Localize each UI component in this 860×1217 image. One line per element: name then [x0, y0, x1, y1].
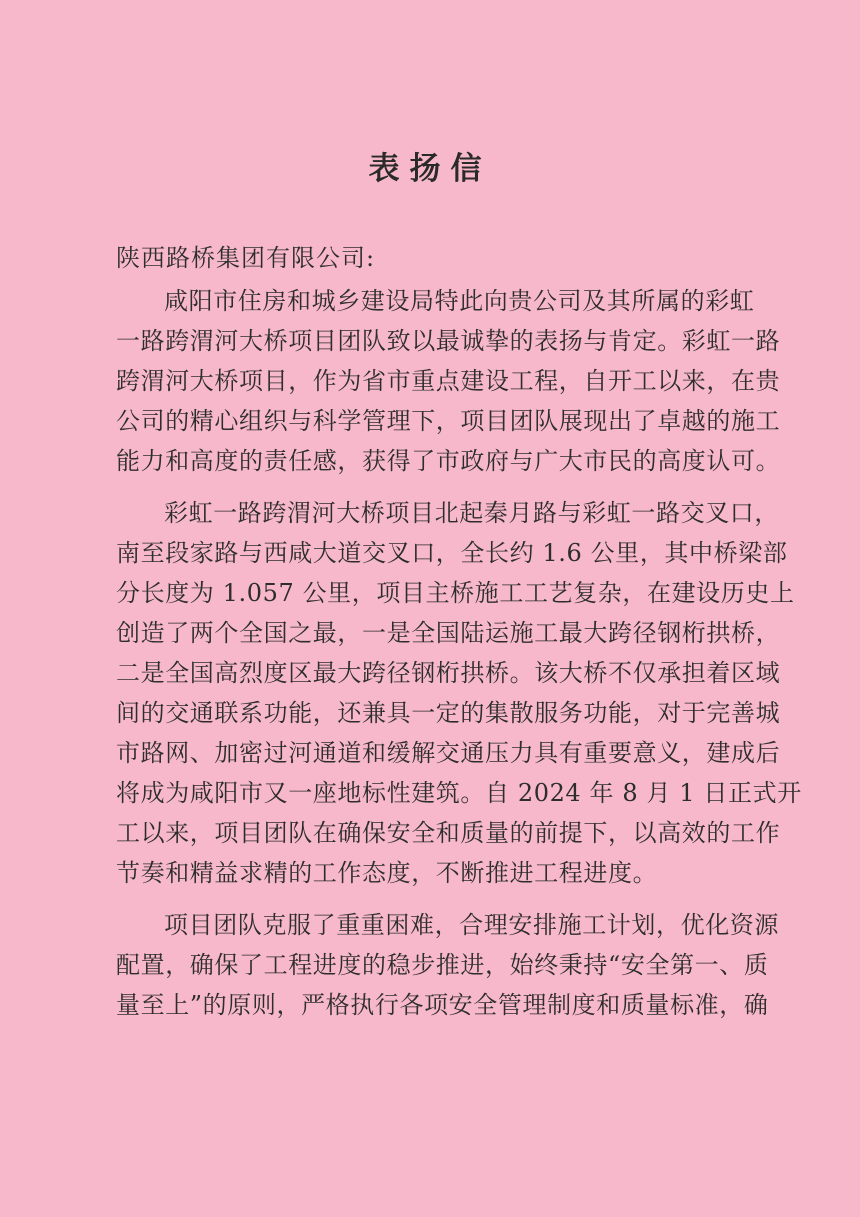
body-line: 分长度为 1.057 公里，项目主桥施工工艺复杂，在建设历史上	[116, 579, 795, 607]
body-line: 市路网、加密过河通道和缓解交通压力具有重要意义，建成后	[116, 739, 781, 767]
body-line: 节奏和精益求精的工作态度，不断推进工程进度。	[116, 859, 658, 887]
body-line: 跨渭河大桥项目，作为省市重点建设工程，自开工以来，在贵	[116, 367, 781, 395]
body-line: 彩虹一路跨渭河大桥项目北起秦月路与彩虹一路交叉口，	[164, 499, 779, 527]
body-line: 二是全国高烈度区最大跨径钢桁拱桥。该大桥不仅承担着区域	[116, 659, 781, 687]
body-line: 项目团队克服了重重困难，合理安排施工计划，优化资源	[164, 911, 779, 939]
body-line: 南至段家路与西咸大道交叉口，全长约 1.6 公里，其中桥梁部	[116, 539, 788, 567]
body-line: 配置，确保了工程进度的稳步推进，始终秉持“安全第一、质	[116, 951, 769, 979]
body-line: 间的交通联系功能，还兼具一定的集散服务功能，对于完善城	[116, 699, 781, 727]
body-line: 量至上”的原则，严格执行各项安全管理制度和质量标准，确	[116, 991, 769, 1019]
body-line: 一路跨渭河大桥项目团队致以最诚挚的表扬与肯定。彩虹一路	[116, 327, 781, 355]
body-line: 咸阳市住房和城乡建设局特此向贵公司及其所属的彩虹	[164, 287, 755, 315]
body-line: 创造了两个全国之最，一是全国陆运施工最大跨径钢桁拱桥，	[116, 619, 781, 647]
letter-addressee: 陕西路桥集团有限公司:	[116, 244, 376, 272]
body-line: 公司的精心组织与科学管理下，项目团队展现出了卓越的施工	[116, 407, 781, 435]
body-line: 能力和高度的责任感，获得了市政府与广大市民的高度认可。	[116, 447, 781, 475]
body-line: 工以来，项目团队在确保安全和质量的前提下，以高效的工作	[116, 819, 781, 847]
body-line: 将成为咸阳市又一座地标性建筑。自 2024 年 8 月 1 日正式开	[116, 779, 802, 807]
letter-title: 表扬信	[368, 151, 492, 187]
